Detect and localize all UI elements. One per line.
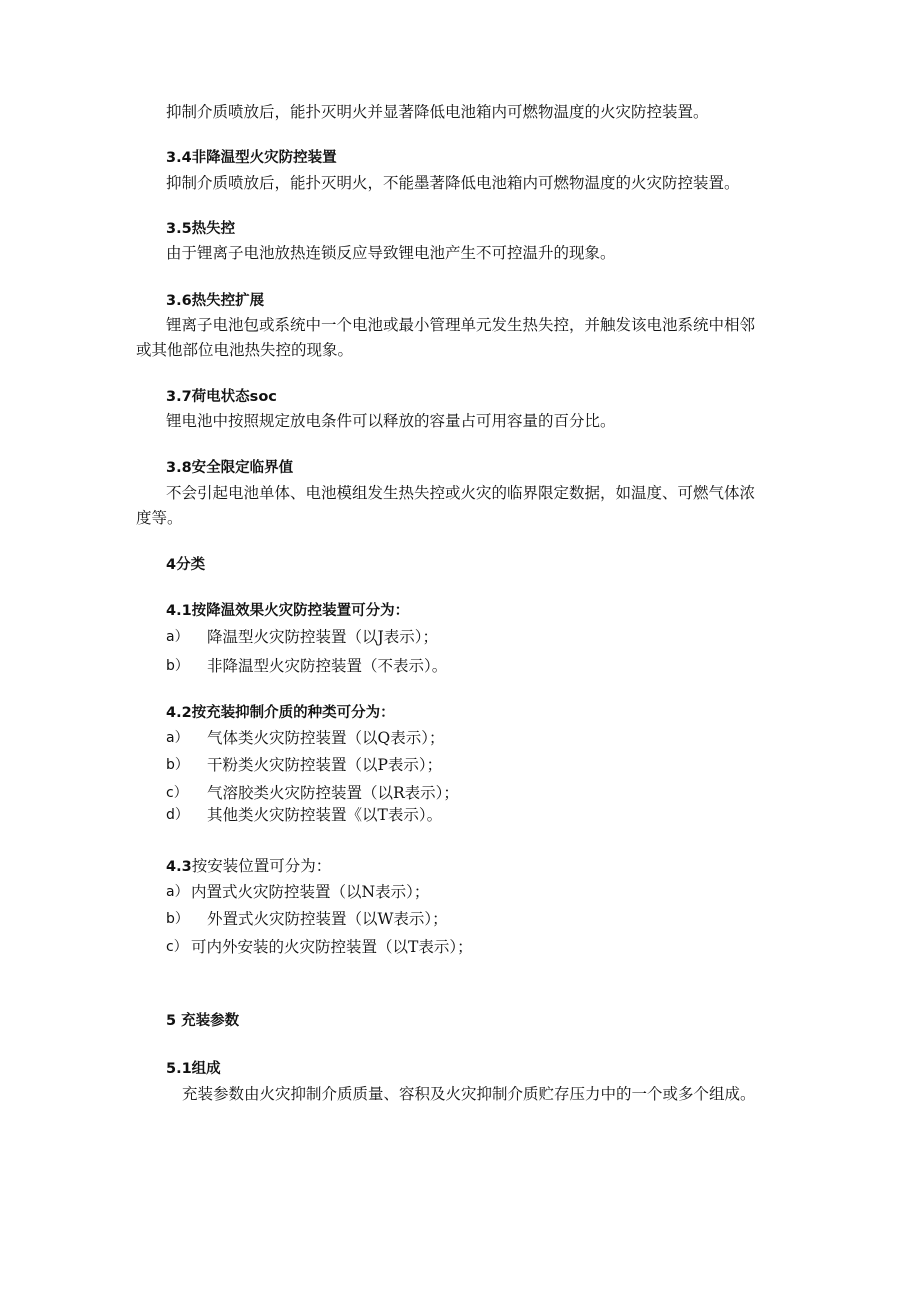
- section-3-4-text: 抑制介质喷放后，能扑灭明火，不能墨著降低电池箱内可燃物温度的火灾防控装置。: [166, 174, 740, 192]
- list-item: [166, 782, 459, 804]
- section-4-title: 4分类: [166, 557, 206, 573]
- list-marker: b）: [166, 658, 189, 674]
- list-marker: a）: [166, 730, 189, 746]
- section-3-6-text-line2: 或其他部位电池热失控的现象。: [136, 341, 354, 359]
- list-item: [166, 936, 473, 958]
- list-marker: d）: [166, 807, 189, 823]
- section-3-8-text-line2: 度等。: [136, 509, 183, 527]
- list-item: [166, 655, 447, 677]
- section-5-1-text: 充装参数由火灾抑制介质质量、容积及火灾抑制介质贮存压力中的一个或多个组成。: [182, 1085, 756, 1103]
- list-item-text: 可内外安装的火灾防控装置（以T表示）；: [191, 938, 473, 956]
- section-3-3-text: 抑制介质喷放后，能扑灭明火并显著降低电池箱内可燃物温度的火灾防控装置。: [166, 103, 709, 121]
- section-3-7-text: 锂电池中按照规定放电条件可以释放的容量占可用容量的百分比。: [166, 412, 616, 430]
- list-item-text: 干粉类火灾防控装置（以P表示）；: [207, 756, 443, 774]
- section-5-title: 5 充装参数: [166, 1013, 240, 1029]
- list-marker: a）: [166, 884, 189, 900]
- section-3-8-title: 3.8安全限定临界值: [166, 460, 294, 476]
- list-item-text: 非降温型火灾防控装置（不表示）。: [207, 657, 448, 675]
- section-4-3-number: 4.3: [166, 859, 192, 875]
- section-3-7-title: 3.7荷电状态soc: [166, 389, 277, 405]
- section-5-1-title: 5.1组成: [166, 1061, 221, 1077]
- section-3-5-text: 由于锂离子电池放热连锁反应导致锂电池产生不可控温升的现象。: [166, 244, 616, 262]
- list-marker: a）: [166, 629, 189, 645]
- list-item-text: 降温型火灾防控装置（以J表示）；: [207, 628, 438, 646]
- list-item-text: 其他类火灾防控装置《以T表示）。: [207, 806, 443, 824]
- section-4-3-title: [166, 855, 331, 878]
- section-3-6-text-line1: 锂离子电池包或系统中一个电池或最小管理单元发生热失控，并触发该电池系统中相邻: [166, 316, 756, 334]
- list-item-text: 内置式火灾防控装置（以N表示）；: [191, 883, 430, 901]
- list-item: [166, 881, 429, 903]
- section-3-5-title: 3.5热失控: [166, 221, 236, 237]
- list-item: [166, 754, 442, 776]
- list-marker: c）: [166, 785, 188, 801]
- section-4-2-title: 4.2按充装抑制介质的种类可分为：: [166, 705, 395, 721]
- list-item-text: 外置式火灾防控装置（以W表示）；: [207, 910, 448, 928]
- section-3-4-title: 3.4非降温型火灾防控装置: [166, 150, 337, 166]
- list-marker: b）: [166, 911, 189, 927]
- section-3-6-title: 3.6热失控扩展: [166, 293, 265, 309]
- section-4-1-title: 4.1按降温效果火灾防控装置可分为：: [166, 603, 410, 619]
- list-marker: c）: [166, 939, 188, 955]
- list-item: [166, 626, 438, 648]
- list-item-text: 气溶胶类火灾防控装置（以R表示）；: [207, 784, 459, 802]
- list-item: [166, 908, 448, 930]
- list-item: [166, 727, 444, 749]
- section-3-8-text-line1: 不会引起电池单体、电池模组发生热失控或火灾的临界限定数据，如温度、可燃气体浓: [166, 484, 756, 502]
- list-marker: b）: [166, 757, 189, 773]
- list-item: [166, 804, 442, 826]
- section-4-3-title-text: 按安装位置可分为：: [191, 857, 332, 875]
- list-item-text: 气体类火灾防控装置（以Q表示）；: [207, 729, 445, 747]
